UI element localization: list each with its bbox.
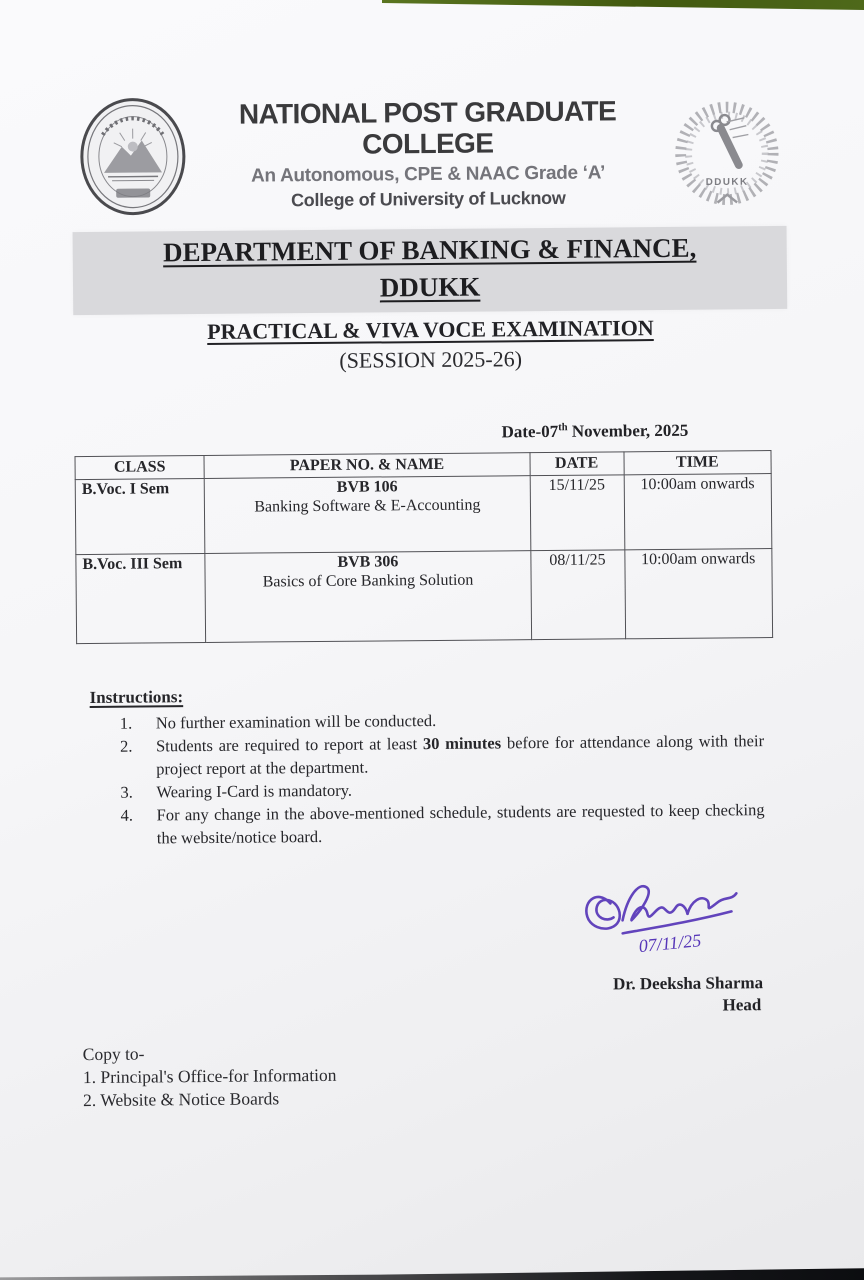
cell-date: 15/11/25 [530,475,625,551]
cell-class: B.Voc. III Sem [76,553,206,643]
emblem-ddukk-label: DDUKK [705,176,749,189]
list-item: 4. For any change in the above-mentioned schedule, students are requested to keep checking the website/notice board. [120,800,765,848]
list-item: 2. Students are required to report at least 30 minutes before for attendance along with their project report at the department. [119,731,765,779]
cell-class: B.Voc. I Sem [75,478,205,554]
table-row [75,474,772,555]
copy-to-item: 2. Website & Notice Boards [83,1088,280,1111]
copy-to-heading: Copy to- [82,1043,145,1065]
bold-30-minutes: 30 minutes [422,733,502,754]
signatory-designation: Head [722,995,762,1015]
paper-number: BVB 106 [336,478,398,496]
cell-time: 10:00am onwards [624,474,772,550]
copy-to-item: 1. Principal's Office-for Information [82,1064,337,1088]
department-title-line2: DDUKK [379,271,481,303]
list-item: 1. No further examination will be conducted. [119,710,437,733]
letterhead [71,90,786,218]
handwritten-date: 07/11/25 [637,930,703,957]
session-line: (SESSION 2025-26) [339,346,523,373]
header-paper: PAPER NO. & NAME [204,453,529,479]
college-header [187,96,668,213]
department-title-line1: DEPARTMENT OF BANKING & FINANCE, [162,232,697,268]
notice-date: Date-07th November, 2025 [501,420,689,442]
header-time: TIME [623,451,771,475]
cell-date: 08/11/25 [530,550,625,640]
paper-number: BVB 306 [337,553,399,571]
instructions-list [90,706,765,850]
signatory-name: Dr. Deeksha Sharma [613,973,764,994]
paper-name: Basics of Core Banking Solution [262,571,474,591]
signature-block [78,874,793,1021]
college-seal-icon [77,96,188,217]
exam-schedule-table [74,450,773,644]
college-name: NATIONAL POST GRADUATE COLLEGE [238,95,617,160]
instructions-section [90,682,765,850]
college-subtitle-accreditation: An Autonomous, CPE & NAAC Grade ‘A’ [250,162,606,187]
instructions-heading: Instructions: [89,687,184,707]
cell-paper [205,551,531,643]
header-date: DATE [530,452,624,476]
copy-to-section [83,1037,795,1112]
title-band [73,226,788,315]
college-subtitle-affiliation: College of University of Lucknow [290,188,566,211]
exam-title: PRACTICAL & VIVA VOCE EXAMINATION [207,315,654,344]
handwritten-signature-icon [576,874,757,964]
cell-time: 10:00am onwards [624,549,772,639]
cell-paper [204,476,530,554]
list-item: 3. Wearing I-Card is mandatory. [120,780,353,802]
ddukk-wreath-emblem-icon [667,91,786,212]
header-class: CLASS [75,455,204,479]
table-row [76,549,773,644]
paper-name: Banking Software & E-Accounting [254,496,481,516]
